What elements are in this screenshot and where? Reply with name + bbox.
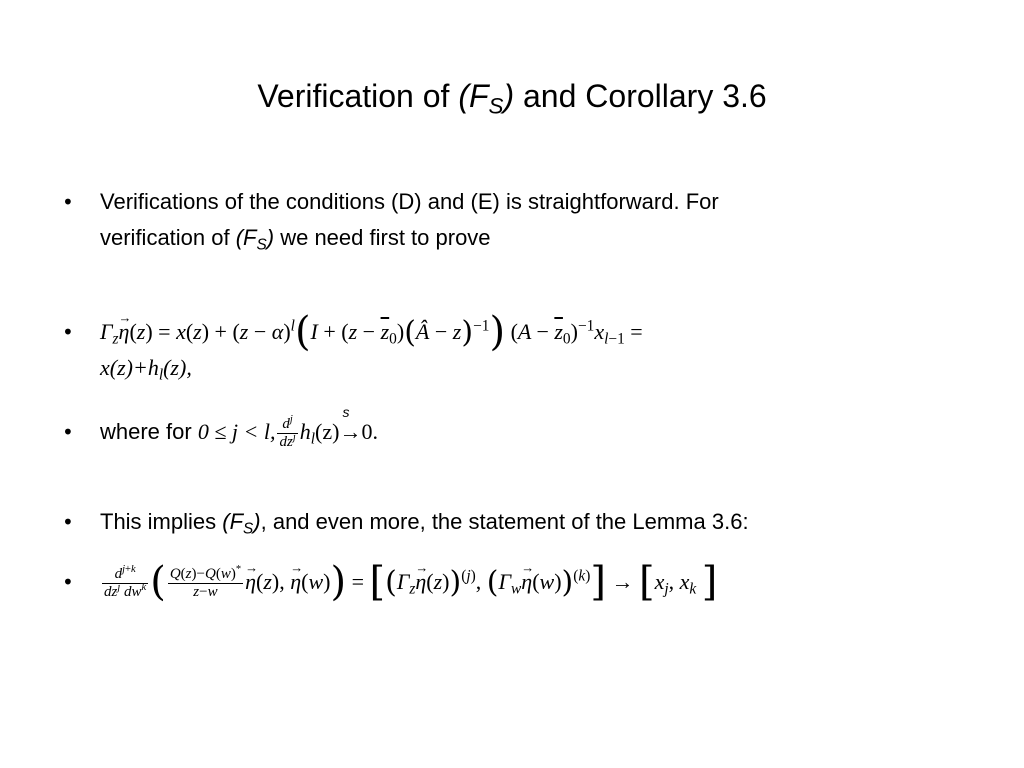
title-math: $(F_S)$ (458, 78, 515, 119)
bullet-4-text: This implies $(F_S)$, and even more, the statement of the Lemma 3.6: (100, 509, 749, 538)
bullet-dot: • (62, 190, 74, 214)
title-text: Verification of (257, 78, 459, 114)
bullet-dot: • (62, 420, 74, 444)
bullet-3-text: where for 0 ≤ j < l, $\frac{d^j}{dz^j}$ $h_l(z)$ s →0. (100, 404, 378, 450)
formula-line-1: $\Gamma_z\to \eta(z) = x(z) + (z - \alpha)^l(I + (z$ − $\overline{z}_0)(Â - z)^{-1}$) $(A - \overline{z}_0)^{-1}x_{l-1}$ = (100, 314, 990, 350)
bullet-1-line-1: Verifications of the conditions (D) and (E) is straightforward. For (100, 189, 719, 214)
title-text-end: and Corollary 3.6 (514, 78, 767, 114)
formula-line-2: $x(z)+h_l(z)$, (100, 355, 192, 384)
bullet-1-line-2: verification of $(F_S)$ we need first to prove (100, 225, 491, 254)
convergence-arrow: s → (339, 404, 362, 444)
kernel-fraction: $\frac{Q(z)-Q(w)^*}{z-\overline{w}}$ (169, 564, 242, 601)
bullet-1-text (100, 184, 990, 256)
derivative-fraction: $\frac{d^j}{dz^j}$ (279, 413, 296, 450)
bullet-dot: • (62, 320, 74, 344)
slide-title (0, 74, 1024, 118)
bullet-2-formula (100, 309, 990, 386)
bullet-dot: • (62, 510, 74, 534)
mixed-derivative-fraction: $\frac{d^{j+k}}{dz^j d\overline{w}^k}$ (104, 564, 147, 601)
bullet-5-formula: $\frac{d^{j+k}}{dz^j d\overline{w}^k}$ ( $\frac{Q(z)-Q(w)^*}{z-\overline{w}}$ → η(z), → $\eta(w)) = [(\Gamma_z\to \eta(z))^{(j)}$, $(\Gamma_w\to \eta(w))^{(k)}] \to [x_j$, $x_k$ ] (100, 564, 990, 601)
bullet-dot: • (62, 570, 74, 594)
